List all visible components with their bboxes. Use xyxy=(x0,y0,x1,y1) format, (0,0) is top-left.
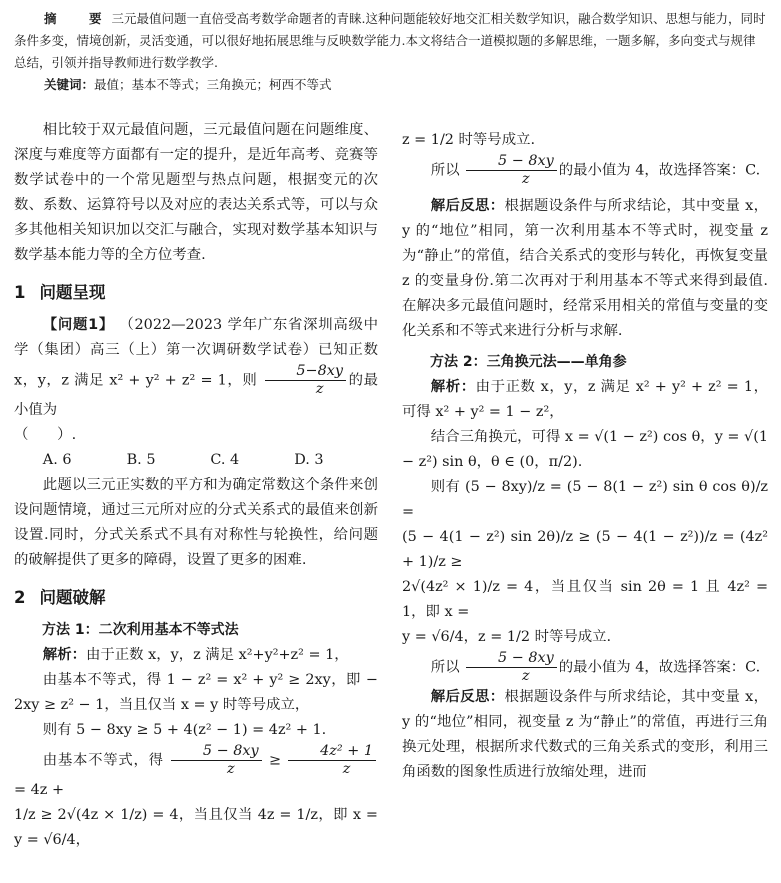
method-2-result-b: 的最小值为 4，故选择答案：C. xyxy=(558,659,761,676)
section-1-heading xyxy=(14,280,378,305)
choice-a: A. 6 xyxy=(42,452,72,468)
method-1-line-3: 则有 5 − 8xy ≥ 5 + 4(z² − 1) = 4z² + 1. xyxy=(42,722,327,738)
choice-d: D. 3 xyxy=(294,452,324,468)
right-line-2-b: 的最小值为 4，故选择答案：C. xyxy=(558,162,761,179)
method-1-line-5: 1/z ≥ 2√(4z × 1/z) = 4，当且仅当 4z = 1/z，即 x = y = √6/4， xyxy=(14,807,378,848)
reflection-1-label: 解后反思： xyxy=(430,198,505,214)
abstract-text xyxy=(14,8,766,74)
problem-text-b: 的最小值为 xyxy=(14,372,378,418)
method-2-result-a: 所以 xyxy=(430,659,460,676)
method-2-line-1-text: 由于正数 x，y，z 满足 x² + y² + z² = 1，可得 x² + y² = 1 − z²， xyxy=(402,379,768,420)
method-1-line-4-tail: = 4z + xyxy=(14,782,65,798)
problem-label: 【问题1】 xyxy=(42,317,115,333)
method-1-line-1 xyxy=(14,643,378,668)
intro-paragraph: 相比较于双元最值问题，三元最值问题在问题维度、深度与难度等方面都有一定的提升，是近年高考、竞赛等数学试卷中的一个常见题型与热点问题，根据变元的次数、系数、运算符号以及对应的表达关系式等，可以与众多其他相关知识加以交汇与融合，实现对数学基本知识与数学基本能力等的全方位考查. xyxy=(14,122,378,263)
problem-frac-den: z xyxy=(315,381,324,397)
section-2-heading xyxy=(14,585,378,610)
right-column xyxy=(402,128,768,785)
reflection-2-label: 解后反思： xyxy=(430,689,505,705)
method-2-jiexi-label: 解析： xyxy=(430,379,476,395)
method-1-frac-2 xyxy=(288,743,376,778)
abstract-label: 摘 要 xyxy=(44,11,112,26)
left-column xyxy=(14,118,378,853)
method-2-result-frac-num: 5 − 8xy xyxy=(466,650,557,668)
right-frac-1 xyxy=(466,153,557,188)
method-1-line-4 xyxy=(14,743,378,803)
problem-fraction xyxy=(265,363,346,398)
abstract-block xyxy=(14,8,766,96)
right-line-2 xyxy=(402,153,768,188)
section-2-number: 2 xyxy=(14,588,26,607)
method-2-line-5: 2√(4z² × 1)/z = 4，当且仅当 sin 2θ = 1 且 4z² = 1，即 x = xyxy=(402,579,768,620)
right-line-2-a: 所以 xyxy=(430,162,460,179)
reflection-1-text: 根据题设条件与所求结论，其中变量 x，y 的“地位”相同，第一次利用基本不等式时，视变量 z 为“静止”的常值，结合关系式的变形与转化，再恢复变量 z 的变量身份.第二次再对于利用基本不等式来得到最值.在解决多元最值问题时，经常采用相关的常值与变量的变化关系和不等式来进行分析与求解. xyxy=(402,198,768,339)
problem-frac-num: 5−8xy xyxy=(265,363,346,381)
method-2-result-frac-den: z xyxy=(522,668,530,684)
right-frac-1-num: 5 − 8xy xyxy=(466,153,557,171)
method-1-frac-2-num: 4z² + 1 xyxy=(288,743,376,761)
section-2-title: 问题破解 xyxy=(39,588,106,607)
section-1-number: 1 xyxy=(14,283,26,302)
problem-blank: （ ）. xyxy=(14,427,77,443)
method-2-line-2: 结合三角换元，可得 x = √(1 − z²) cos θ，y = √(1 − z²) sin θ，θ ∈ (0，π/2). xyxy=(402,429,768,470)
choice-b: B. 5 xyxy=(126,452,156,468)
method-1-frac-1 xyxy=(171,743,262,778)
method-2-line-3: 则有 (5 − 8xy)/z = (5 − 8(1 − z²) sin θ cos θ)/z = xyxy=(402,479,768,520)
method-1-jiexi-label: 解析： xyxy=(42,647,86,663)
method-1-frac-1-den: z xyxy=(226,761,235,777)
method-2-result-frac xyxy=(466,650,557,685)
method-1-line-1-text: 由于正数 x，y，z 满足 x²+y²+z² = 1， xyxy=(85,647,349,663)
method-1-line-2: 由基本不等式，得 1 − z² = x² + y² ≥ 2xy，即 − 2xy ≥ z² − 1，当且仅当 x = y 时等号成立， xyxy=(14,672,378,713)
keywords-label: 关键词： xyxy=(44,77,95,92)
problem-text-a: （2022—2023 学年广东省深圳高级中学（集团）高三（上）第一次调研数学试卷）已知正数 x，y，z 满足 x² + y² + z² = 1，则 xyxy=(14,317,378,389)
analysis-paragraph: 此题以三元正实数的平方和为确定常数这个条件来创设问题情境，通过三元所对应的分式关系式的最值来创新设置.同时，分式关系式不具有对称性与轮换性，给问题的破解提供了更多的障碍，设置了更多的困难. xyxy=(14,477,378,568)
method-1-frac-1-num: 5 − 8xy xyxy=(171,743,262,761)
reflection-2-text: 根据题设条件与所求结论，其中变量 x，y 的“地位”相同，视变量 z 为“静止”的常值，再进行三角换元处理，根据所求代数式的三角关系式的变形，利用三角函数的图象性质进行放缩处理，进而 xyxy=(402,689,768,780)
method-2-line-4: (5 − 4(1 − z²) sin 2θ)/z ≥ (5 − 4(1 − z²))/z = (4z² + 1)/z ≥ xyxy=(402,529,768,570)
method-2-title: 方法 2：三角换元法——单角参 xyxy=(430,354,627,370)
method-2-line-1 xyxy=(402,375,768,425)
method-2-line-6: y = √6/4，z = 1/2 时等号成立. xyxy=(402,629,612,645)
abstract-body: 三元最值问题一直倍受高考数学命题者的青睐.这种问题能较好地交汇相关数学知识，融合数学知识、思想与能力，同时条件多变，情境创新，灵活变通，可以很好地拓展思维与反映数学能力.本文将结合一道模拟题的多解思维，一题多解，多向变式与规律总结，引领并指导教师进行数学教学. xyxy=(14,11,766,70)
right-frac-1-den: z xyxy=(522,171,530,187)
choice-c: C. 4 xyxy=(210,452,240,468)
choice-list xyxy=(14,448,378,473)
method-1-frac-2-den: z xyxy=(342,761,351,777)
problem-statement xyxy=(14,313,378,423)
right-line-1: z = 1/2 时等号成立. xyxy=(402,132,536,148)
method-1-title: 方法 1：二次利用基本不等式法 xyxy=(42,622,239,638)
reflection-1 xyxy=(402,194,768,344)
reflection-2 xyxy=(402,685,768,785)
method-1-line-4-text: 由基本不等式，得 xyxy=(42,752,164,769)
keywords-text: 最值；基本不等式；三角换元；柯西不等式 xyxy=(94,77,332,92)
section-1-title: 问题呈现 xyxy=(39,283,106,302)
keywords-line xyxy=(44,74,766,96)
method-1-ge-sign: ≥ xyxy=(268,752,282,769)
method-2-result xyxy=(402,650,768,685)
